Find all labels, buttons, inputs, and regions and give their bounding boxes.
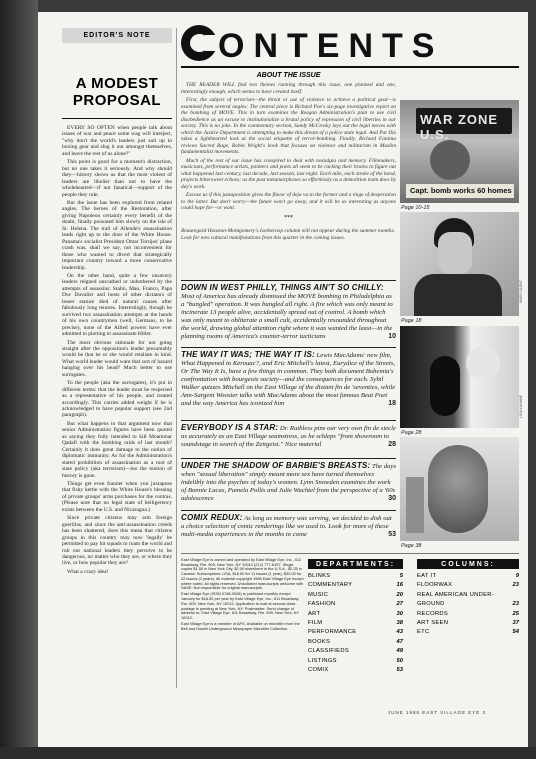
- publisher-info: [181, 558, 304, 633]
- department-item[interactable]: [308, 666, 403, 675]
- department-item[interactable]: [308, 581, 403, 590]
- toc-entry-film[interactable]: [181, 351, 396, 408]
- page-folio: JUNE 1986 EAST VILLAGE EYE 3: [388, 710, 486, 715]
- column-label: REAL AMERICAN UNDER-: [417, 591, 494, 598]
- column-notice: Beauregard Houston-Montgomery's Isotheroop column will not appear during the summer months. Look for new cultural manifestations from this quarter in the coming issues.: [181, 228, 395, 241]
- entry-page: 53: [388, 531, 396, 538]
- columns-title: COLUMNS:: [417, 559, 519, 569]
- department-item[interactable]: [308, 619, 403, 628]
- department-label: COMIX: [308, 667, 329, 674]
- photo-credit: LISA KAHANE: [519, 395, 523, 418]
- photo-art: [400, 437, 519, 541]
- column-page: 54: [512, 629, 519, 636]
- editors-note-label: EDITOR'S NOTE: [62, 28, 172, 43]
- columns-box: [417, 559, 519, 638]
- editorial-paragraph: This point is good for a moment's distraction, but no one takes it seriously. And why should they—history shows us that the most violent of leaders are likelier than not to have the wholehearted—if not fanatical—support of the people they rule.: [62, 159, 172, 198]
- entry-headline: UNDER THE SHADOW OF BARBIE'S BREASTS:: [181, 461, 371, 470]
- column-page: 23: [512, 582, 519, 589]
- column-item[interactable]: [417, 600, 519, 609]
- entry-page: 10: [388, 333, 396, 340]
- photo-credit: MARY OLENT: [519, 280, 523, 303]
- column-label: FLOORWAX: [417, 582, 453, 589]
- editorial-paragraph: To the people (aka the surrogates), it's put in different terms: that the leader must be respected as a representative of his people, and treated accordingly. This carries added weight if he is acknowledged to have popular support (see 2nd paragraph).: [62, 380, 172, 419]
- department-page: 53: [396, 667, 403, 674]
- column-page: 37: [512, 620, 519, 627]
- department-page: 5: [399, 573, 403, 579]
- entry-rule: [181, 458, 396, 459]
- department-item[interactable]: [308, 628, 403, 637]
- editorial-title-line1: A MODEST: [75, 75, 159, 92]
- column-page: 23: [512, 601, 519, 608]
- page-fold-shadow: [0, 0, 38, 759]
- publisher-paragraph: East Village Eye (ISSN 0748-0006) is published monthly except January for $16.50 per year by East Village Eye, Inc., 611 Broadway, Rm. 609, New York, NY 10012. Application to mail at second-class postage is pending at New York, NY. Postmaster: Send change of address to: East Village Eye, 611 Broadway, Rm. 609, New York, NY 10012.: [181, 591, 300, 620]
- about-title: ABOUT THE ISSUE: [256, 72, 321, 79]
- entry-rule: [181, 280, 396, 281]
- contents-initial-c: [181, 25, 217, 61]
- publisher-paragraph: East Village Eye is a member of APS. Available on microfilm from the Bell and Howell Underground Newspaper Microfilm Collection.: [181, 621, 300, 631]
- entry-text: The days when "sexual liberation" simply meant more sex have turned themselves indelibly into the psyches of today's women. Lynn Snowden examines the work of Bonnie Lucas, Pamela Pollis and Julie Wachtel from the perspective of a '60s adolescence: [181, 463, 396, 502]
- column-item[interactable]: [417, 581, 519, 590]
- column-label: ART SEEN: [417, 620, 449, 627]
- sign-text: WAR ZONE U.S.: [420, 112, 499, 142]
- entry-rule: [181, 420, 396, 421]
- department-page: 49: [396, 648, 403, 655]
- editorial-paragraph: The most obvious rationale for not going straight after the opposition's leader presumably would be that he or she would retaliate in kind. What world leader would want that sort of hazard hanging over his head? Much better to use surrogates.: [62, 339, 172, 378]
- department-page: 50: [396, 657, 403, 664]
- portrait-face: [438, 232, 472, 274]
- department-label: BLINKS: [308, 573, 331, 579]
- editors-note-column: [62, 28, 172, 708]
- entry-headline: EVERYBODY IS A STAR:: [181, 423, 279, 432]
- column-label: ETC: [417, 629, 430, 636]
- entry-page: 30: [388, 495, 396, 502]
- department-page: 43: [396, 629, 403, 636]
- contents-heading: ONTENTS: [218, 27, 444, 65]
- department-page: 16: [396, 582, 403, 589]
- department-item[interactable]: [308, 600, 403, 609]
- sculpture-shape: [428, 445, 488, 533]
- department-label: CLASSIFIEDS: [308, 648, 349, 655]
- publisher-paragraph: East Village Eye is owned and operated by East Village Eye, Inc., 611 Broadway, Rm. 609, New York, NY 10012 (212) 777-6157. Single copies $1.50 in New York City, $2.00 elsewhere in the U.S.A., $2.25 in Canada. Subscriptions: USA, $16.50 for 11 issues (1 year), $30.00 for 22 issues (2 years). All material copyright 1986 East Village Eye except where noted. All rights reserved. Unsolicited manuscripts welcome with SASE. Not responsible for original manuscripts.: [181, 557, 304, 591]
- entry-rule: [181, 510, 396, 511]
- department-page: 47: [396, 638, 403, 645]
- department-label: PERFORMANCE: [308, 629, 357, 636]
- toc-entry-comix[interactable]: [181, 514, 396, 539]
- banner-text: Capt. bomb works 60 homes: [410, 186, 512, 195]
- editorial-rule: [62, 118, 172, 119]
- editorial-paragraph: Things get even funnier when you juxtapose that fishy kettle with the White House's blessing of private groups' arms purchases for the contras. (Please note that no legal state of belligerency exists between the U.S. and Nicaragua.): [62, 481, 172, 513]
- column-item[interactable]: [417, 628, 519, 637]
- photo-caption: Page 18: [401, 318, 422, 324]
- photo-caption: Page 28: [401, 430, 422, 436]
- entry-text: Most of America has already dismissed the MOVE bombing in Philadelphia as a "bungled" operation. It was bungled all right. A fire which was only meant to incinerate 13 people alive, accidentally spread out of control. A bomb which was only meant to obliterate a small cult, accidentally resounded throughout the world, drawing global attention right where it was wanted the least—in the planning rooms of America's counter-terror tacticians: [181, 293, 393, 340]
- photo-caption: Page 10-15: [401, 205, 430, 211]
- scanner-edge: [0, 747, 536, 759]
- department-page: 27: [396, 601, 403, 608]
- portrait-jacket: [414, 274, 502, 316]
- column-item[interactable]: [417, 610, 519, 619]
- entry-text: Lewis MacAdams' new film, What Happened to Kerouac?, and Eric Mitchell's latest, Eurydice of the Streets, Or The Way It Is, have a few things in common. They both document Bohemia's confrontation with bourgeois society—and the consequences for each. Sybil Walker quizzes Mitchell on the East Village of the distant fin de 'seventies, while Ann-Sargent Wooster talks with MacAdams about the most famous Beat Poet and the way America has iconized him: [181, 352, 396, 407]
- column-item[interactable]: [417, 619, 519, 628]
- department-label: BOOKS: [308, 638, 331, 645]
- column-item[interactable]: [417, 591, 519, 600]
- column-item[interactable]: [417, 572, 519, 581]
- column-label: GROUND: [417, 601, 445, 608]
- department-label: ART: [308, 610, 321, 617]
- entry-rule: [181, 347, 396, 348]
- entry-headline: DOWN IN WEST PHILLY, THINGS AIN'T SO CHILLY:: [181, 283, 384, 292]
- about-paragraph: THE READER WILL find two themes running through this issue, one planned and one, interestingly enough, which seems to have created itself.: [181, 82, 396, 95]
- entry-text: As long as memory was serving, we decided to dish out a choice selection of comic renderings like we used to. Look for more of these multi-media experiences in the months to come: [181, 515, 392, 538]
- about-paragraph: Excuse us if this juxtaposition gives the flavor of deja vu to the former and a tinge of desperation to the latter. But don't worry—the future won't go away, and it will be as interesting as anyone could hope for—or want.: [181, 192, 396, 211]
- header-rule: [181, 66, 519, 68]
- column-label: EAT IT: [417, 573, 437, 579]
- department-item[interactable]: [308, 591, 403, 600]
- editorial-paragraph: What a crazy idea!: [67, 568, 109, 575]
- department-label: LISTINGS: [308, 657, 337, 664]
- column-page: 9: [515, 573, 519, 579]
- column-divider: [176, 28, 177, 688]
- column-label: RECORDS: [417, 610, 449, 617]
- department-label: FASHION: [308, 601, 336, 608]
- photo-caption: Page 38: [401, 543, 422, 549]
- departments-title: DEPARTMENTS:: [308, 559, 403, 569]
- about-body: [181, 82, 396, 212]
- about-paragraph: Much of the rest of our issue has conspired to deal with nostalgia and memory. Filmmakers, musicians, performance artists, painters and poets all seem to be racking their brains to figure out what happened last century, last decade, last season, last night. Each mile, each stroke of the hand, projects bittersweet echoes; as the past metamorphoses so effortlessly as a demolition team does by day's work.: [181, 157, 396, 190]
- editorial-paragraph: On the other hand, quite a few unsavory leaders reigned unscathed or unbothered by the attempts of assassins: Stalin, Mao, Franco, Papa Doc Duvalier and hosts of other dictators of lesser stature died of natural causes after fabulously long tenures. Interestingly, though he survived two assassination attempts at the hands of his own countrymen (well, Germans, to be precise), none of the Allied powers have ever admitted to plotting to assassinate Hitler.: [62, 272, 172, 338]
- department-page: 20: [396, 591, 403, 598]
- department-page: 30: [396, 610, 403, 617]
- department-label: FILM: [308, 620, 323, 627]
- entry-headline: COMIX REDUX:: [181, 513, 243, 522]
- toc-entry-barbie[interactable]: [181, 462, 396, 503]
- department-item[interactable]: [308, 572, 403, 581]
- editorial-paragraph: EVERY SO OFTEN when people talk about issues of war and peace some wag will interject, "why don't the world's leaders just suit up in boxing gear and slug it out amongst themselves, and leave the rest of us alone?": [62, 125, 172, 157]
- about-paragraph: First, the subject of terrorism—the threat or use of violence to achieve a political goal—is examined from several angles: The central piece is Richard Poe's six-page investigative report on the bombing of MOVE. This in turn examines the Reagan Administration's plan to use civil disobedience as an excuse to institutionalize a brutal policy of repression of civil liberties in our society. This is no joke. In the commentary section, Sandy McCrosky lays out the legal moves with which the Justice Department is attempting to make this dream of a police state legal. And Pat Dix takes a lighthearted look at the social etiquette of terror-bombing. Finally, Richard Fantina reviews Sacred Rage, Robin Wright's book that focuses on violence and militarism in Muslim fundamentalist movements.: [181, 97, 396, 155]
- department-label: COMMENTARY: [308, 582, 353, 589]
- photo-fashion: [400, 326, 519, 428]
- editorial-paragraph: But the issue has been explored from related angles. The heroes of the Restoration, after giving Napoleon certainly every benefit of the doubt, finally poisoned him slowly on the isle of St. Helena. The trail of Allende's assassination leads right up to the door of the White House. Panama's socialist President Omar Torrijos' plane crash was, shall we say, not inconvenient for those who wanted to divert that strategically important country toward a more conservative leadership.: [62, 199, 172, 271]
- section-stars: ***: [284, 214, 293, 221]
- entry-page: 28: [388, 441, 396, 448]
- editorial-body: [62, 125, 172, 575]
- toc-entry-move[interactable]: [181, 284, 396, 341]
- entry-page: 18: [388, 400, 396, 407]
- department-item[interactable]: [308, 638, 403, 647]
- editorial-paragraph: But what happens to that argument now that senior Administration figures have been quoted as saying they fully intended to kill Moammar Qadafi with the bombing raids of last month? Certainly it does great damage to the notion of diplomatic immunity. As for the Administration's stated prohibition of assassination as a tool of state policy (aka terrorism)—mo the motion of history is gone.: [62, 420, 172, 479]
- entry-text: Dr. Ruthless pins our very own fin de siecle as accurately as an East Village seamstress, as he schleps "from showroom to soundstage in search of the Zeitgeist." Nice material: [181, 425, 396, 448]
- department-item[interactable]: [308, 647, 403, 656]
- toc-entry-star[interactable]: [181, 424, 396, 449]
- column-page: 25: [512, 610, 519, 617]
- about-the-issue: [181, 70, 396, 224]
- photo-portrait: [400, 212, 519, 316]
- department-label: MUSIC: [308, 591, 329, 598]
- department-item[interactable]: [308, 657, 403, 666]
- editorial-title-line2: PROPOSAL: [72, 92, 162, 109]
- entry-headline: THE WAY IT WAS; THE WAY IT IS:: [181, 350, 315, 359]
- editorial-paragraph: Since private citizens may arm foreign guerillas, and since the anti-assassination creeds has been shattered, does this mean that citizens groups in this country may now 'legally' be permitted to pay hit squads to roam the world and rub out national leaders they perceive to be dangerous, no matter who they are, or where they live, or how popular they are?: [62, 515, 172, 567]
- department-item[interactable]: [308, 610, 403, 619]
- department-page: 38: [396, 620, 403, 627]
- editorial-title: [62, 75, 172, 109]
- photo-war-zone: [400, 100, 519, 203]
- departments-box: [308, 559, 403, 675]
- bottom-divider: [181, 553, 519, 554]
